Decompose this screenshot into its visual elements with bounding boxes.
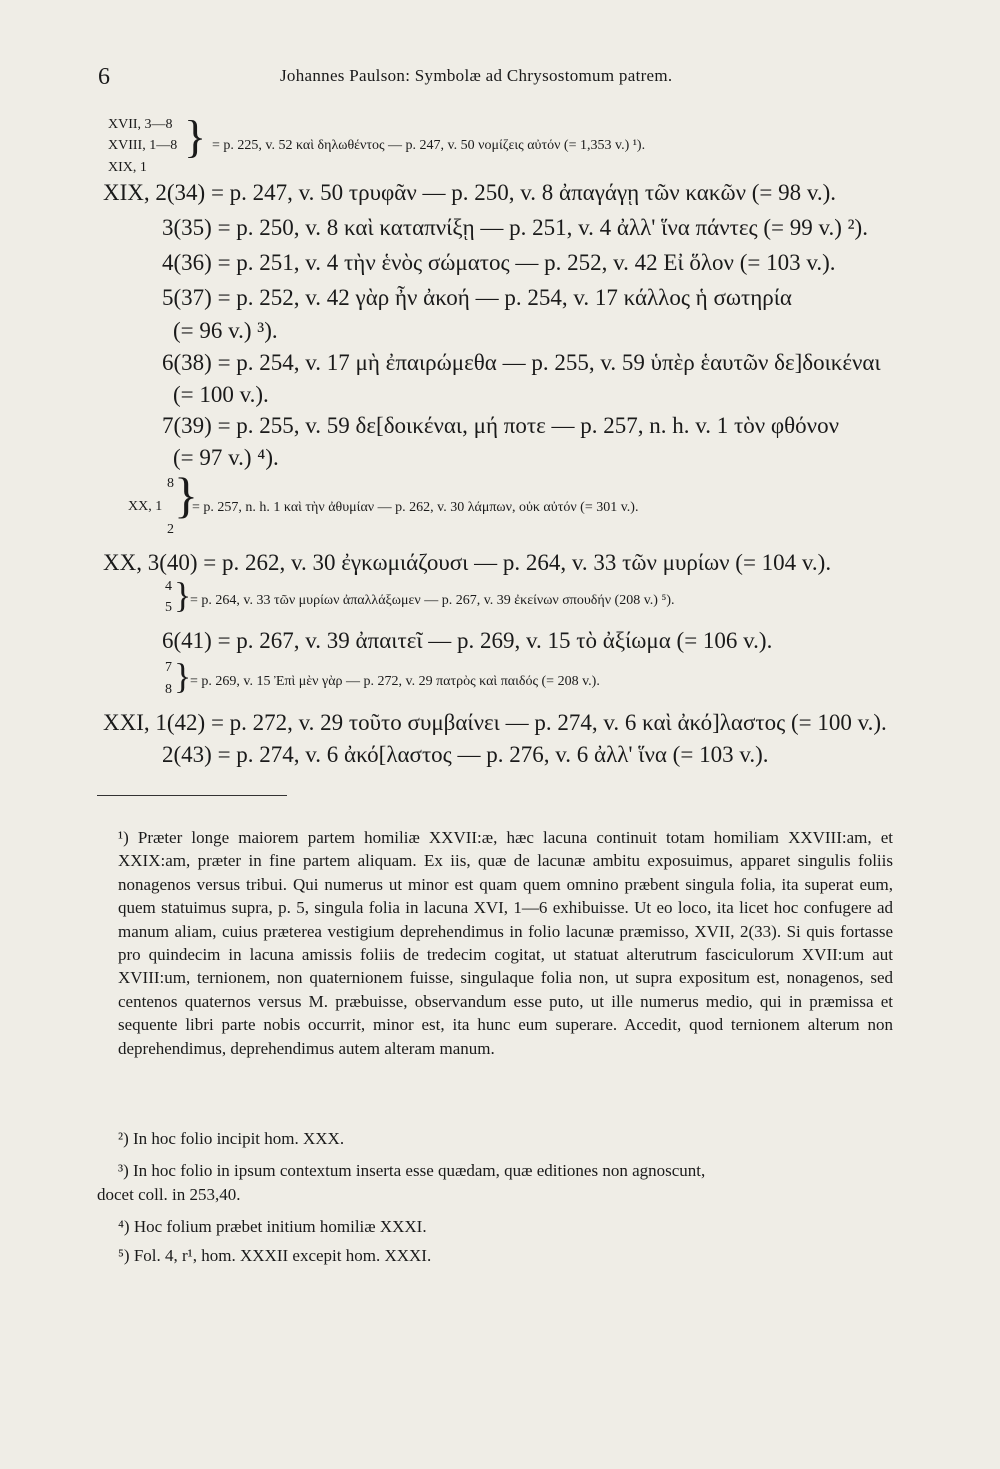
block4-label-1: 7 [165, 660, 172, 675]
footnote-2: ²) In hoc folio incipit hom. XXX. [118, 1129, 345, 1148]
brace-icon: } [174, 575, 192, 615]
block2-label-2: XX, 1 [128, 499, 163, 514]
block3-text: = p. 264, v. 33 τῶν μυρίων ἀπαλλάξωμεν — p. 267, v. 39 ἐκείνων σπουδήν (208 v.) ⁵). [190, 593, 675, 608]
block1-text: = p. 225, v. 52 καὶ δηλωθέντος — p. 247, v. 50 νομίζεις αὐτόν (= 1,353 v.) ¹). [212, 138, 646, 153]
line-xix-3: 3(35) = p. 250, v. 8 καὶ καταπνίξῃ — p. 251, v. 4 ἀλλ' ἵνα πάντες (= 99 v.) ²). [162, 215, 868, 240]
line-xix-6: 6(38) = p. 254, v. 17 μὴ ἐπαιρώμεθα — p. 255, v. 59 ὑπὲρ ἑαυτῶν δε]δοικέναι [162, 350, 881, 375]
block3-label-2: 5 [165, 600, 172, 615]
footnote-1-text: ¹) Præter longe maiorem partem homiliæ XXVII:æ, hæc lacuna continuit totam homiliam XXVIII:am, et XXIX:am, præter in fine partem aliquam. Ex iis, quæ de lacunæ ambitu exposuimus, apparet singulis foliis nonagenos versus tribui. Qui numerus ut minor est quam quem omnino præbent singula folia, ita superat eum, quem statuimus supra, p. 5, singula folia in lacuna XVI, 1—6 exhibuisse. Ut eo loco, ita licet hoc confugere ad manum aliam, cuius præterea vestigium deprehendimus in folio lacunæ præmisso, XVII, 2(33). Si quis fortasse pro quindecim in lacuna amissis foliis de tredecim cogitat, ut statuat alterutrum fasciculorum XVII:um aut XVIII:um, ternionem, non quaternionem fuisse, singulaque folia non, ut supra expositum est, nonagenos, sed centenos quaternos versus M. præbuisse, observandum esse puto, ut ille numerus medio, qui in præmissa et sequente libri parte nobis occurrit, minor est, ita hunc eum superare. Accedit, quod ternionem alterum non deprehendimus, deprehendimus autem alteram manum. [118, 828, 893, 1058]
footnote-5: ⁵) Fol. 4, r¹, hom. XXXII excepit hom. XXXI. [118, 1246, 432, 1265]
block4-label-2: 8 [165, 682, 172, 697]
footnote-4: ⁴) Hoc folium præbet initium homiliæ XXXI. [118, 1217, 427, 1236]
brace-icon: } [184, 111, 207, 162]
footnote-3b: docet coll. in 253,40. [97, 1185, 241, 1204]
footnote-1 [118, 826, 893, 1060]
line-xx-3: XX, 3(40) = p. 262, v. 30 ἐγκωμιάζουσι — p. 264, v. 33 τῶν μυρίων (= 104 v.). [103, 550, 832, 575]
line-xx-6: 6(41) = p. 267, v. 39 ἀπαιτεῖ — p. 269, v. 15 τὸ ἀξίωμα (= 106 v.). [162, 628, 773, 653]
brace-icon: } [174, 467, 198, 523]
block2-label-1: 8 [167, 476, 174, 491]
footnote-rule [97, 795, 287, 796]
running-title: Johannes Paulson: Symbolæ ad Chrysostomum patrem. [280, 66, 673, 85]
brace-icon: } [174, 656, 192, 696]
block3-label-1: 4 [165, 579, 172, 594]
block1-label-1: XVII, 3—8 [108, 117, 173, 132]
line-xix-2: XIX, 2(34) = p. 247, v. 50 τρυφᾶν — p. 250, v. 8 ἀπαγάγῃ τῶν κακῶν (= 98 v.). [103, 180, 837, 205]
block2-label-3: 2 [167, 522, 174, 537]
line-xix-6-cont: (= 100 v.). [173, 382, 269, 407]
block1-label-2: XVIII, 1—8 [108, 138, 178, 153]
footnote-3a: ³) In hoc folio in ipsum contextum inserta esse quædam, quæ editiones non agnoscunt, [118, 1161, 706, 1180]
line-xix-7-cont: (= 97 v.) ⁴). [173, 445, 279, 470]
line-xxi-2: 2(43) = p. 274, v. 6 ἀκό[λαστος — p. 276, v. 6 ἀλλ' ἵνα (= 103 v.). [162, 742, 769, 767]
line-xix-5: 5(37) = p. 252, v. 42 γὰρ ἦν ἀκοή — p. 254, v. 17 κάλλος ἡ σωτηρία [162, 285, 792, 310]
page-number: 6 [98, 64, 110, 90]
line-xxi-1: XXI, 1(42) = p. 272, v. 29 τοῦτο συμβαίνει — p. 274, v. 6 καὶ ἀκό]λαστος (= 100 v.). [103, 710, 887, 735]
block2-text: = p. 257, n. h. 1 καὶ τὴν ἀθυμίαν — p. 262, v. 30 λάμπων, οὐκ αὐτόν (= 301 v.). [192, 500, 639, 515]
block1-label-3: XIX, 1 [108, 160, 147, 175]
line-xix-4: 4(36) = p. 251, v. 4 τὴν ἑνὸς σώματος — p. 252, v. 42 Εἰ ὅλον (= 103 v.). [162, 250, 836, 275]
block4-text: = p. 269, v. 15 Ἐπὶ μὲν γὰρ — p. 272, v. 29 πατρὸς καὶ παιδός (= 208 v.). [190, 674, 600, 689]
line-xix-5-cont: (= 96 v.) ³). [173, 318, 278, 343]
line-xix-7: 7(39) = p. 255, v. 59 δε[δοικέναι, μή ποτε — p. 257, n. h. v. 1 τὸν φθόνον [162, 413, 839, 438]
